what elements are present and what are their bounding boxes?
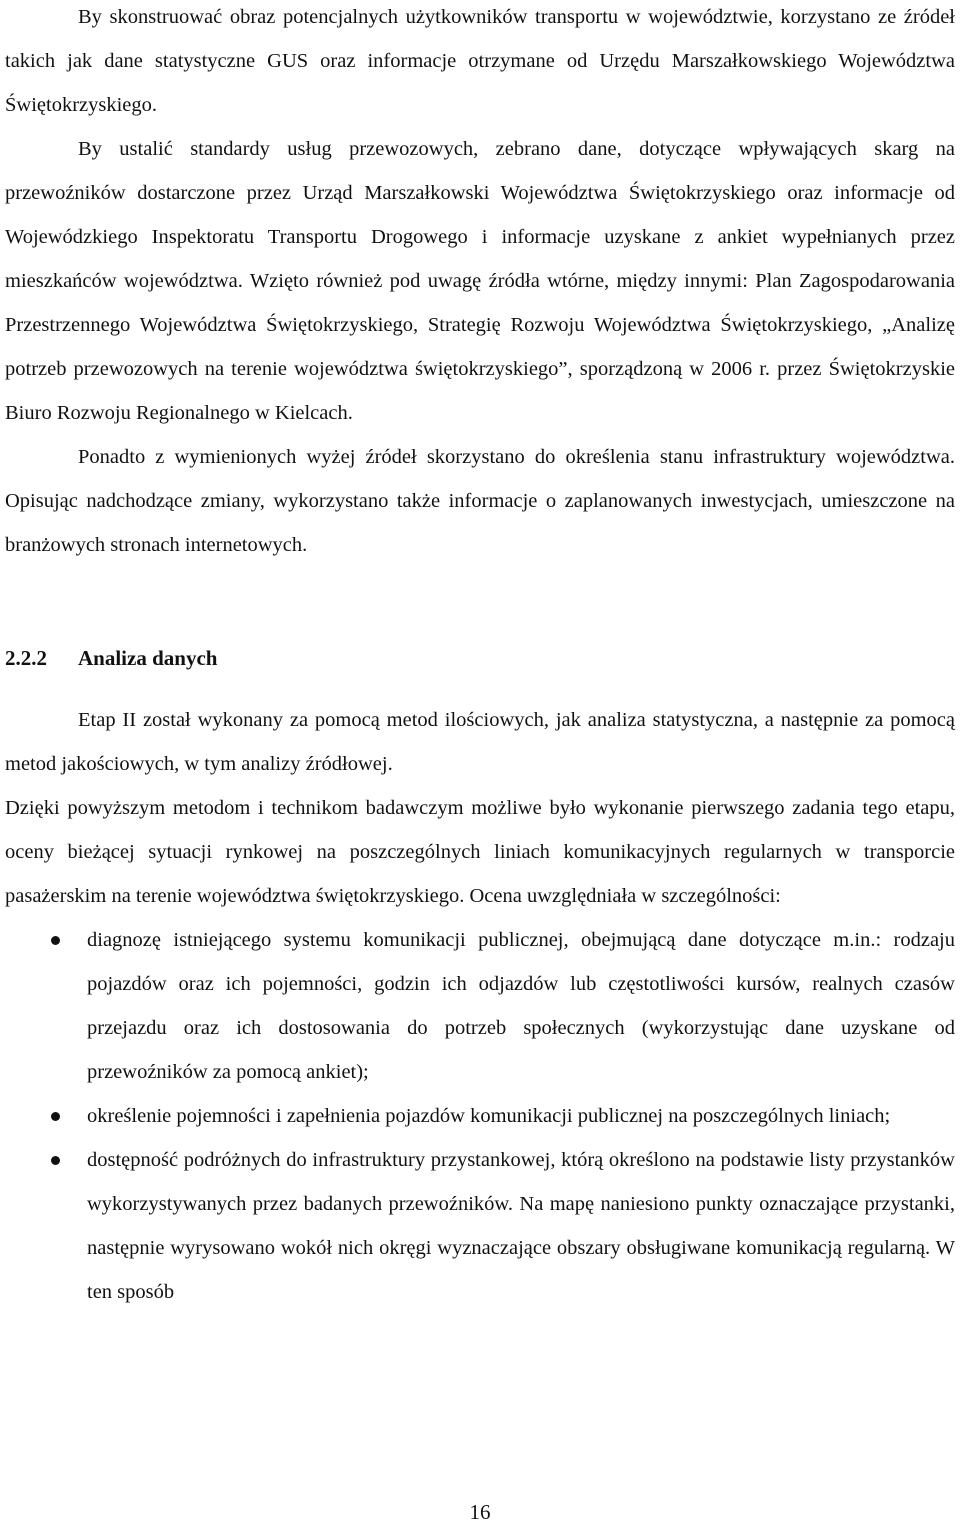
list-item-text: określenie pojemności i zapełnienia pojazdów komunikacji publicznej na poszczególnych liniach; (87, 1105, 891, 1127)
bullet-icon (51, 936, 60, 945)
list-item (5, 1138, 955, 1314)
intro-text (5, 0, 955, 567)
paragraph-intro-2: By ustalić standardy usług przewozowych, zebrano dane, dotyczące wpływających skarg na przewoźników dostarczone przez Urząd Marszałkowski Województwa Świętokrzyskiego oraz informacje od Wojewódzkiego Inspektoratu Transportu Drogowego i informacje uzyskane z ankiet wypełnianych przez mieszkańców województwa. Wzięto również pod uwagę źródła wtórne, między innymi: Plan Zagospodarowania Przestrzennego Województwa Świętokrzyskiego, Strategię Rozwoju Województwa Świętokrzyskiego, „Analizę potrzeb przewozowych na terenie województwa świętokrzyskiego”, sporządzoną w 2006 r. przez Świętokrzyskie Biuro Rozwoju Regionalnego w Kielcach. (5, 138, 955, 424)
bullet-icon (51, 1112, 60, 1121)
section-title: Analiza danych (78, 646, 218, 670)
paragraph-intro-1: By skonstruować obraz potencjalnych użytkowników transportu w województwie, korzystano ze źródeł takich jak dane statystyczne GUS oraz informacje otrzymane od Urzędu Marszałkowskiego Województwa Świętokrzyskiego. (5, 6, 955, 116)
list-item-text: diagnozę istniejącego systemu komunikacji publicznej, obejmującą dane dotyczące m.in.: rodzaju pojazdów oraz ich pojemności, godzin ich odjazdów lub częstotliwości kursów, realnych czasów przejazdu oraz ich dostosowania do potrzeb społecznych (wykorzystując dane uzyskane od przewoźników za pomocą ankiet); (87, 929, 955, 1083)
paragraph-section-2: Dzięki powyższym metodom i technikom badawczym możliwe było wykonanie pierwszego zadania tego etapu, oceny bieżącej sytuacji rynkowej na poszczególnych liniach komunikacyjnych regularnych w transporcie pasażerskim na terenie województwa świętokrzyskiego. Ocena uwzględniała w szczególności: (5, 797, 955, 907)
section-number: 2.2.2 (5, 646, 47, 670)
paragraph-intro-3: Ponadto z wymienionych wyżej źródeł skorzystano do określenia stanu infrastruktury województwa. Opisując nadchodzące zmiany, wykorzystano także informacje o zaplanowanych inwestycjach, umieszczone na branżowych stronach internetowych. (5, 446, 955, 556)
section-body (5, 698, 955, 1314)
bullet-icon (51, 1156, 60, 1165)
page-number: 16 (469, 1500, 491, 1524)
section-heading (5, 636, 955, 680)
list-item (5, 918, 955, 1094)
bullet-list (5, 918, 955, 1314)
paragraph-section-1: Etap II został wykonany za pomocą metod ilościowych, jak analiza statystyczna, a następnie za pomocą metod jakościowych, w tym analizy źródłowej. (5, 709, 955, 775)
list-item (5, 1094, 955, 1138)
list-item-text: dostępność podróżnych do infrastruktury przystankowej, którą określono na podstawie listy przystanków wykorzystywanych przez badanych przewoźników. Na mapę naniesiono punkty oznaczające przystanki, następnie wyrysowano wokół nich okręgi wyznaczające obszary obsługiwane komunikacją regularną. W ten sposób (87, 1149, 955, 1303)
